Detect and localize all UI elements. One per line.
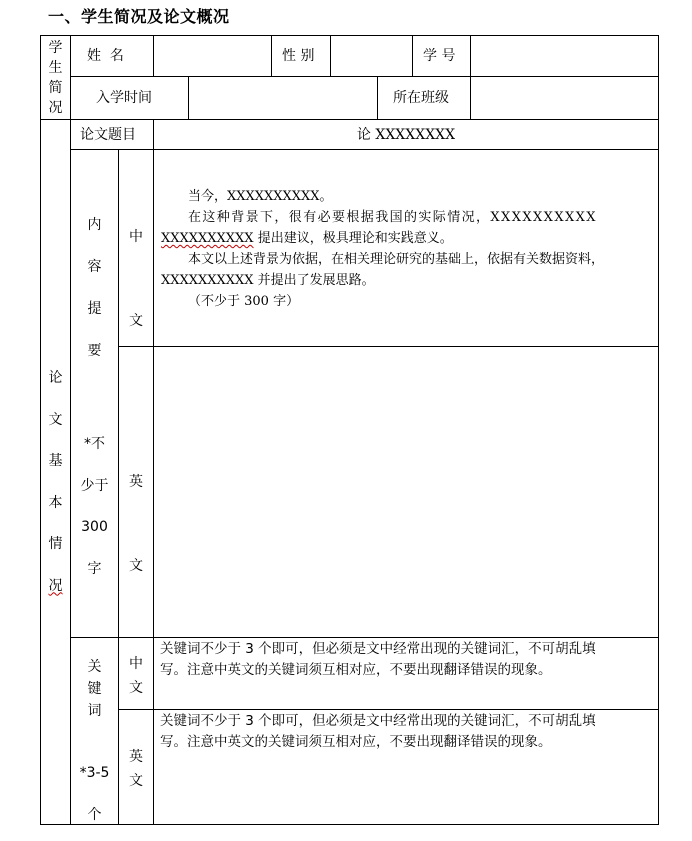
gender-label: 性 别 [282,48,315,64]
keywords-label-char: 关 [87,659,102,675]
enroll-time-field[interactable] [189,77,377,119]
abstract-line-rest: 提出建议，极具理论和实践意义。 [253,231,453,246]
keywords-zh-label [119,652,153,700]
abstract-length-note [71,424,118,590]
keywords-en-text[interactable] [160,711,656,753]
abstract-label-char: 要 [87,343,102,359]
zh-char: 文 [129,313,143,329]
zh-char: 文 [129,680,143,696]
name-label: 姓 名 [87,48,124,64]
keywords-line: 写。注意中英文的关键词须互相对应，不要出现翻译错误的现象。 [160,734,552,750]
abstract-label-char: 内 [87,217,102,233]
thesis-label-char: 况 [48,577,63,594]
en-char: 文 [129,558,143,574]
class-label: 所在班级 [393,90,449,106]
zh-char: 中 [129,229,143,245]
name-field[interactable] [154,36,271,76]
section-heading: 一、学生简况及论文概况 [48,7,230,26]
abstract-length-hint: （不少于 300 字） [188,294,300,309]
class-field[interactable] [471,77,658,119]
abstract-line [161,228,653,249]
placeholder-text: XXXXXXXXXX [161,231,254,246]
keywords-label-char: 键 [87,681,102,697]
abstract-note-line: 300 [81,519,108,535]
student-id-label: 学 号 [423,48,456,64]
thesis-label-char: 基 [48,453,63,469]
abstract-line: 在这种背景下，很有必要根据我国的实际情况，XXXXXXXXXX [188,210,597,225]
student-label-char: 生 [48,60,63,76]
abstract-label-char: 提 [87,301,102,317]
keywords-note-line: *3-5 [79,765,110,781]
thesis-title-value[interactable]: 论 XXXXXXXX [356,127,456,143]
thesis-label-char: 文 [48,411,63,428]
student-id-field[interactable] [471,36,658,76]
abstract-zh-label [119,195,153,363]
thesis-label-char: 情 [48,536,63,552]
student-label-char: 学 [48,40,63,56]
keywords-label [71,656,118,722]
student-label-char: 简 [48,80,63,96]
abstract-en-label [119,440,153,608]
en-char: 英 [129,474,143,490]
abstract-en-field[interactable] [154,347,658,637]
enroll-time-label: 入学时间 [96,90,152,106]
keywords-line: 关键词不少于 3 个即可，但必须是文中经常出现的关键词汇，不可胡乱填 [160,641,596,657]
thesis-section-label [41,358,70,607]
abstract-note-line: 少于 [80,477,109,494]
keywords-en-label [119,745,153,793]
abstract-label [71,204,118,372]
thesis-title-label: 论文题目 [80,127,136,143]
en-char: 英 [129,749,143,765]
abstract-line: 当今，XXXXXXXXXX。 [188,189,333,204]
abstract-label-char: 容 [87,259,102,275]
abstract-line: XXXXXXXXXX 并提出了发展思路。 [161,273,375,288]
keywords-line: 写。注意中英文的关键词须互相对应，不要出现翻译错误的现象。 [160,662,552,678]
abstract-note-line: 字 [87,560,102,577]
student-label-char: 况 [48,100,63,116]
keywords-count-note [71,752,118,836]
keywords-zh-text[interactable] [160,639,656,681]
abstract-zh-text[interactable] [161,186,653,312]
zh-char: 中 [129,656,143,672]
thesis-label-char: 论 [48,370,63,386]
keywords-line: 关键词不少于 3 个即可，但必须是文中经常出现的关键词汇，不可胡乱填 [160,713,596,729]
student-section-label [41,38,70,118]
thesis-label-char: 本 [48,494,63,511]
keywords-label-char: 词 [87,703,102,719]
en-char: 文 [129,773,143,789]
abstract-note-line: *不 [84,436,105,452]
gender-field[interactable] [331,36,412,76]
abstract-line: 本文以上述背景为依据，在相关理论研究的基础上，依据有关数据资料， [188,252,605,267]
keywords-note-line: 个 [87,807,102,823]
